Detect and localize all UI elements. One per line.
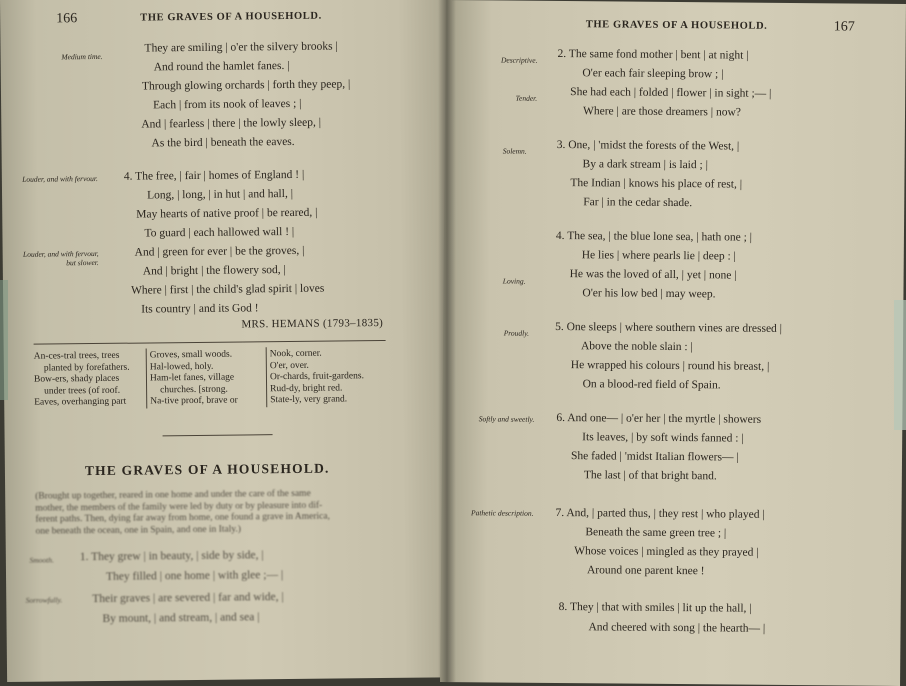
poem-line: Far | in the cedar shade. bbox=[583, 196, 693, 210]
intro-line: one beneath the ocean, one in Spain, and one in Italy.) bbox=[35, 524, 242, 537]
reading-direction: Sorrowfully. bbox=[25, 595, 63, 605]
poem-line: He wrapped his colours | round his breast, | bbox=[570, 359, 770, 373]
poem-line: 4. The free, | fair | homes of England ! | bbox=[123, 168, 305, 183]
glossary-rule bbox=[34, 340, 386, 345]
poem-line: Around one parent knee ! bbox=[586, 564, 705, 578]
poem-line: By mount, | and stream, | and sea | bbox=[102, 611, 260, 625]
section-title: THE GRAVES OF A HOUSEHOLD. bbox=[84, 460, 330, 479]
glossary-entry: Eaves, overhanging part bbox=[34, 397, 127, 409]
poem-line: She faded | 'midst Italian flowers— | bbox=[570, 450, 739, 464]
poem-line: And cheered with song | the hearth— | bbox=[588, 621, 766, 635]
glossary-entry: State-ly, very grand. bbox=[270, 394, 348, 406]
reading-direction: Loving. bbox=[502, 276, 526, 286]
poem-line: He lies | where pearls lie | deep : | bbox=[581, 249, 736, 263]
reading-direction: Solemn. bbox=[502, 146, 527, 156]
poem-line: 1. They grew | in beauty, | side by side, | bbox=[79, 549, 264, 564]
poem-line: They filled | one home | with glee ;— | bbox=[105, 569, 284, 583]
page-number: 166 bbox=[56, 11, 78, 27]
intro-line: (Brought up together, reared in one home and under the care of the same bbox=[35, 488, 311, 502]
glossary-entry: Or-chards, fruit-gardens. bbox=[269, 371, 364, 383]
poem-line: Its country | and its God ! bbox=[141, 302, 259, 316]
poem-line: He was the loved of all, | yet | none | bbox=[569, 268, 737, 282]
poem-line: On a blood-red field of Spain. bbox=[582, 378, 721, 392]
glossary-divider bbox=[266, 347, 268, 407]
poem-line: Where | are those dreamers | now? bbox=[582, 105, 741, 119]
poem-line: 4. The sea, | the blue lone sea, | hath one ; | bbox=[555, 229, 753, 244]
glossary-entry: Ham-let fanes, village bbox=[149, 372, 235, 384]
poem-line: And | bright | the flowery sod, | bbox=[142, 264, 286, 278]
poem-line: 8. They | that with smiles | lit up the hall, | bbox=[558, 601, 752, 615]
poem-line: Whose voices | mingled as they prayed | bbox=[574, 545, 759, 559]
intro-line: mother, the members of the family were led by duty or by pleasure into dif- bbox=[35, 500, 323, 514]
poem-line: Through glowing orchards | forth they peep, | bbox=[141, 78, 351, 93]
reading-direction: Proudly. bbox=[503, 328, 530, 338]
glossary-entry: Groves, small woods. bbox=[149, 349, 233, 361]
poem-line: And | fearless | there | the lowly sleep, | bbox=[141, 116, 322, 131]
reading-direction: Smooth. bbox=[29, 555, 54, 565]
reading-direction: Louder, and with fervour, but slower. bbox=[22, 248, 99, 268]
poem-line: Long, | long, | in hut | and hall, | bbox=[146, 187, 294, 202]
poem-line: 2. The same fond mother | bent | at night | bbox=[557, 47, 749, 62]
poem-line: She had each | folded | flower | in sight ;— | bbox=[570, 86, 772, 100]
right-page bbox=[440, 0, 906, 686]
reading-direction: Medium time. bbox=[61, 51, 103, 62]
running-head: THE GRAVES OF A HOUSEHOLD. bbox=[585, 19, 768, 32]
poem-line: Their graves | are severed | far and wide, | bbox=[92, 591, 284, 606]
author-attribution: MRS. HEMANS (1793–1835) bbox=[241, 317, 384, 331]
glossary-entry: Rud-dy, bright red. bbox=[270, 383, 343, 394]
poem-line: Its leaves, | by soft winds fanned : | bbox=[582, 431, 744, 445]
poem-line: Where | first | the child's glad spirit | loves bbox=[130, 282, 325, 297]
running-head: THE GRAVES OF A HOUSEHOLD. bbox=[140, 10, 322, 24]
book-gutter bbox=[438, 0, 456, 682]
glossary-entry: Hal-lowed, holy. bbox=[149, 361, 214, 373]
glossary-column-1 bbox=[34, 351, 130, 410]
poem-line: Beneath the same green tree ; | bbox=[585, 526, 727, 540]
section-rule bbox=[163, 434, 273, 436]
intro-line: ferent paths. Then, dying far away from home, one found a grave in America, bbox=[35, 511, 330, 525]
poem-line: By a dark stream | is laid ; | bbox=[582, 158, 708, 172]
poem-line: 3. One, | 'midst the forests of the West, | bbox=[556, 138, 740, 153]
poem-line: And | green for ever | be the groves, | bbox=[134, 244, 305, 259]
poem-line: To guard | each hallowed wall ! | bbox=[144, 225, 295, 240]
poem-line: Each | from its nook of leaves ; | bbox=[153, 97, 302, 112]
poem-line: As the bird | beneath the eaves. bbox=[151, 135, 295, 150]
reading-direction: Pathetic description. bbox=[470, 508, 534, 518]
glossary-entry: Nook, corner. bbox=[269, 348, 322, 360]
reading-direction: Louder, and with fervour. bbox=[22, 173, 98, 184]
poem-line: The Indian | knows his place of rest, | bbox=[570, 177, 743, 191]
poem-line: O'er each fair sleeping brow ; | bbox=[582, 67, 724, 81]
reading-direction: Descriptive. bbox=[500, 55, 538, 65]
poem-line: May hearts of native proof | be reared, | bbox=[136, 206, 318, 221]
glossary-entry: Bow-ers, shady places bbox=[33, 373, 120, 385]
glossary-entry: under trees (of roof. bbox=[44, 385, 121, 397]
poem-line: They are smiling | o'er the silvery brooks | bbox=[144, 40, 338, 55]
poem-line: 6. And one— | o'er her | the myrtle | showers bbox=[556, 411, 762, 426]
glossary-divider bbox=[146, 348, 148, 408]
poem-line: 5. One sleeps | where southern vines are dressed | bbox=[555, 320, 783, 335]
poem-line: The last | of that bright band. bbox=[583, 469, 717, 483]
reading-direction: Tender. bbox=[515, 93, 538, 103]
glossary-entry: An-ces-tral trees, trees bbox=[33, 350, 120, 362]
page-edge-left bbox=[0, 280, 8, 400]
glossary-entry: O'er, over. bbox=[269, 360, 309, 371]
poem-line: 7. And, | parted thus, | they rest | who played | bbox=[555, 506, 765, 521]
poem-line: Above the noble slain : | bbox=[580, 340, 693, 354]
intro-note bbox=[35, 488, 345, 537]
poem-line: And round the hamlet fanes. | bbox=[153, 59, 290, 74]
page-edge-right bbox=[894, 300, 906, 430]
glossary-entry: Na-tive proof, brave or bbox=[150, 395, 238, 407]
reading-direction: Softly and sweetly. bbox=[478, 414, 535, 424]
glossary-column-3 bbox=[270, 348, 365, 407]
glossary-entry: planted by forefathers. bbox=[43, 362, 130, 374]
poem-line: O'er his low bed | may weep. bbox=[582, 287, 716, 301]
glossary-entry: churches. [strong. bbox=[160, 384, 228, 396]
glossary-column-2 bbox=[150, 350, 238, 409]
page-number: 167 bbox=[833, 19, 855, 35]
